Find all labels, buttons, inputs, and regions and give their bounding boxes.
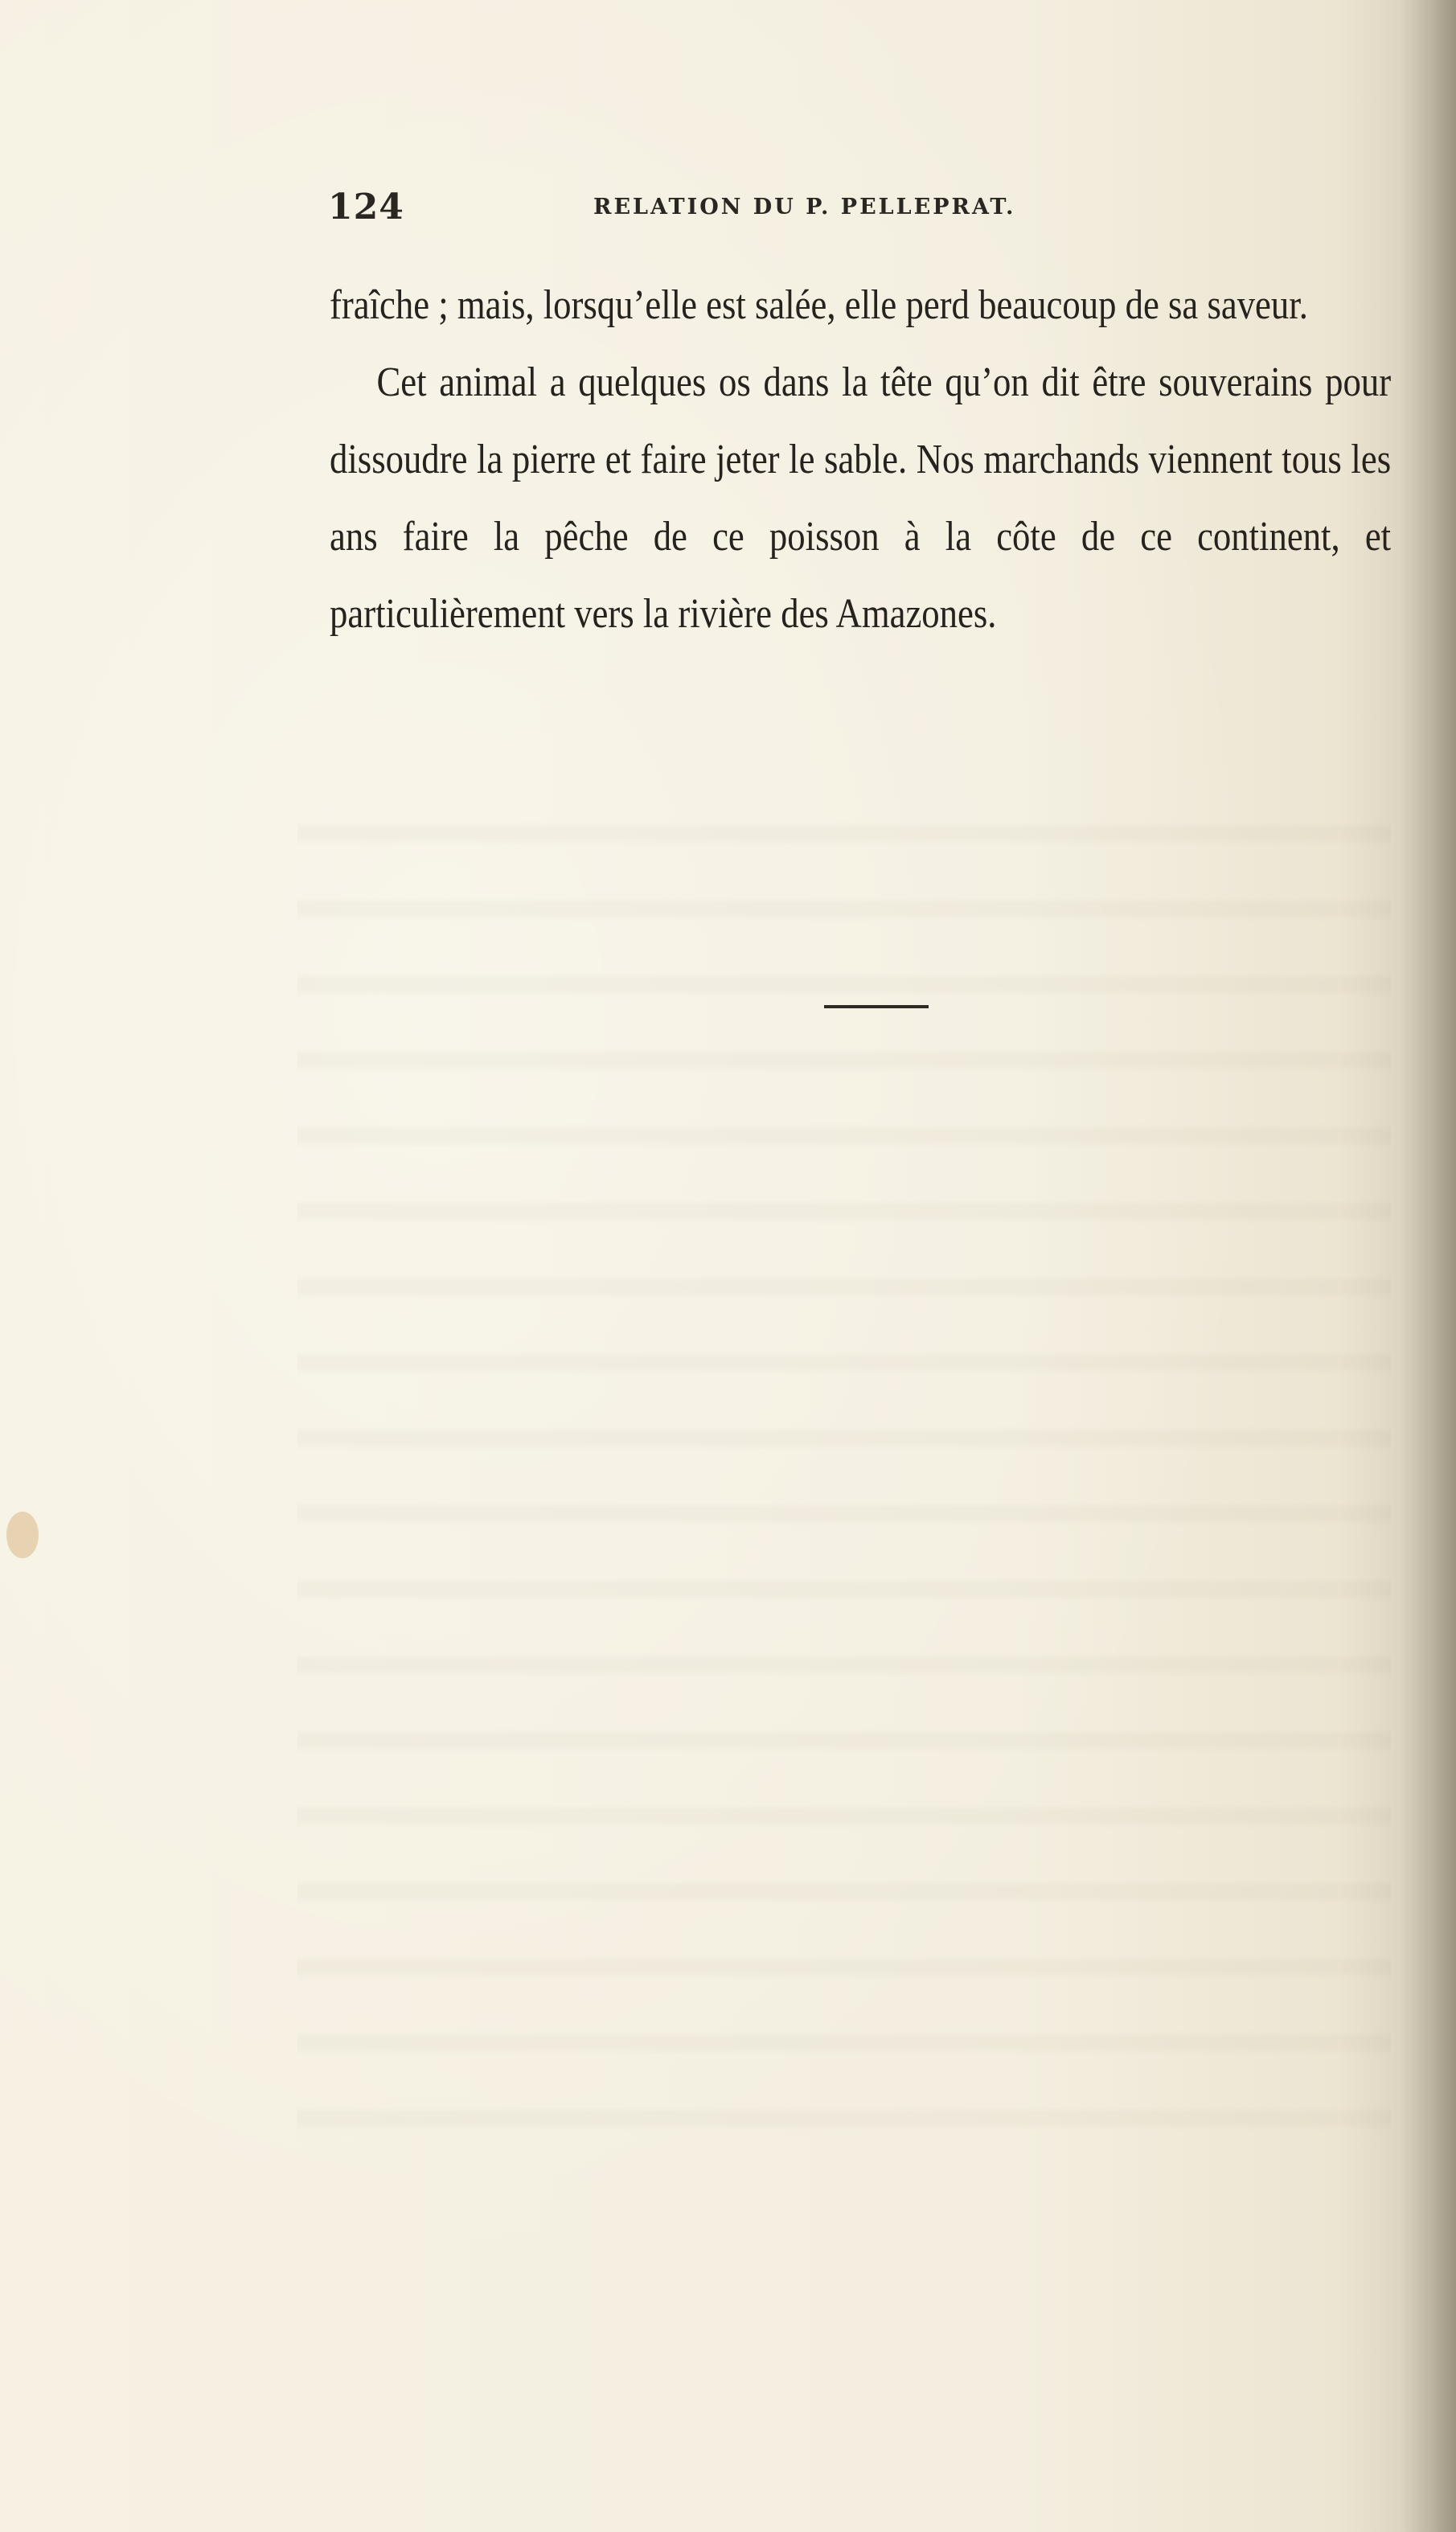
- binding-gutter-shadow: [1400, 0, 1456, 2532]
- page-number: 124: [328, 187, 404, 228]
- body-text: [330, 267, 1392, 653]
- paragraph: Cet animal a quelques os dans la tête qu’on dit être souverains pour dissoudre la pierre et faire jeter le sable. Nos marchands viennent tous les ans faire la pêche de ce poisson à la côte de ce continent, et particulièrement vers la rivière des Amazones.: [330, 359, 1392, 637]
- paragraph-continuation: fraîche ; mais, lorsqu’elle est salée, elle perd beaucoup de sa saveur.: [330, 282, 1308, 328]
- running-head: [328, 187, 1389, 235]
- bleed-through-texture: [297, 772, 1391, 2139]
- section-divider: [824, 1005, 929, 1008]
- running-head-title: RELATION DU P. PELLEPRAT.: [593, 195, 1016, 220]
- paper-stain: [6, 1512, 39, 1558]
